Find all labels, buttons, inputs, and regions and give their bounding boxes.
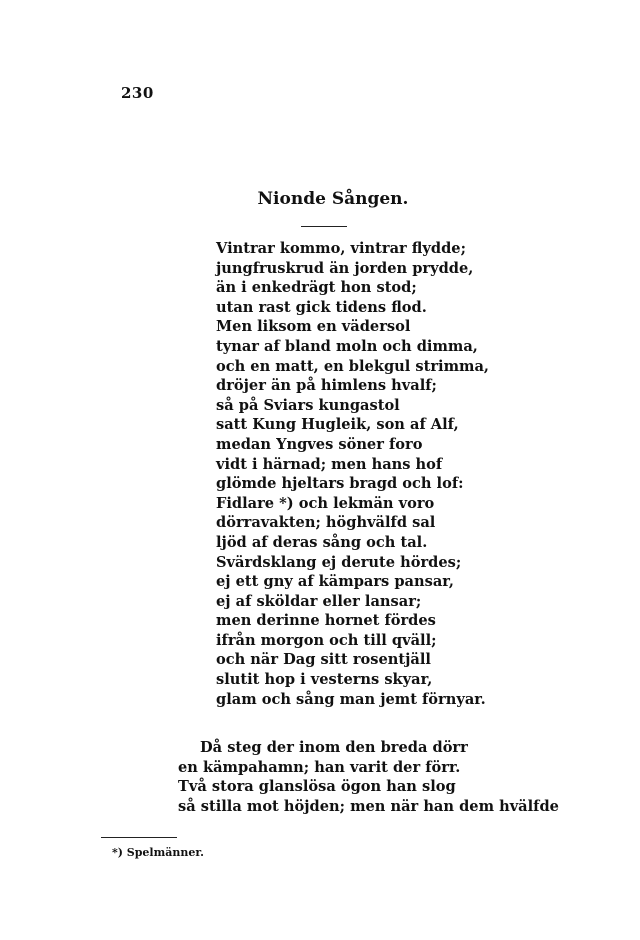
poem-line: och när Dag sitt rosentjäll	[216, 651, 431, 669]
poem-line: ifrån morgon och till qväll;	[216, 631, 437, 649]
poem-line: tynar af bland moln och dimma,	[216, 337, 478, 355]
poem-line: slutit hop i vesterns skyar,	[216, 671, 433, 689]
verse-line: Då steg der inom den breda dörr	[200, 739, 468, 756]
poem-line: Fidlare *) och lekmän voro	[216, 494, 435, 512]
chapter-title: Nionde Sången.	[257, 189, 409, 209]
poem-line: ljöd af deras sång och tal.	[216, 533, 428, 551]
narrative-verse	[178, 738, 559, 816]
poem-line: men derinne hornet fördes	[216, 612, 436, 630]
poem-line: vidt i härnad; men hans hof	[216, 455, 443, 473]
verse-line: en kämpahamn; han varit der förr.	[178, 758, 461, 776]
footnote: *) Spelmänner.	[112, 846, 204, 859]
verse-line: Två stora glanslösa ögon han slog	[178, 778, 456, 795]
poem-line: glam och sång man jemt förnyar.	[216, 690, 486, 708]
footnote-rule	[101, 837, 177, 838]
poem-line: Men liksom en vädersol	[216, 318, 411, 336]
poem-line: glömde hjeltars bragd och lof:	[216, 475, 464, 493]
poem-line: dröjer än på himlens hvalf;	[216, 377, 437, 395]
poem-line: ej af sköldar eller lansar;	[216, 592, 422, 610]
poem-line: medan Yngves söner foro	[216, 435, 423, 453]
poem-line: ej ett gny af kämpars pansar,	[216, 573, 454, 591]
poem-line: än i enkedrägt hon stod;	[216, 279, 417, 297]
poem-line: jungfruskrud än jorden prydde,	[216, 259, 474, 277]
poem-line: utan rast gick tidens flod.	[216, 298, 427, 316]
poem-line: Svärdsklang ej derute hördes;	[216, 553, 462, 571]
page-number: 230	[121, 84, 154, 102]
poem-line: och en matt, en blekgul strimma,	[216, 357, 489, 375]
poem-stanza	[216, 239, 489, 709]
poem-line: satt Kung Hugleik, son af Alf,	[216, 416, 459, 434]
verse-line: så stilla mot höjden; men när han dem hvälfde	[178, 797, 559, 815]
poem-line: dörravakten; höghvälfd sal	[216, 514, 436, 532]
poem-line: så på Sviars kungastol	[216, 396, 400, 414]
poem-line: Vintrar kommo, vintrar flydde;	[216, 240, 466, 257]
title-rule	[301, 226, 347, 227]
